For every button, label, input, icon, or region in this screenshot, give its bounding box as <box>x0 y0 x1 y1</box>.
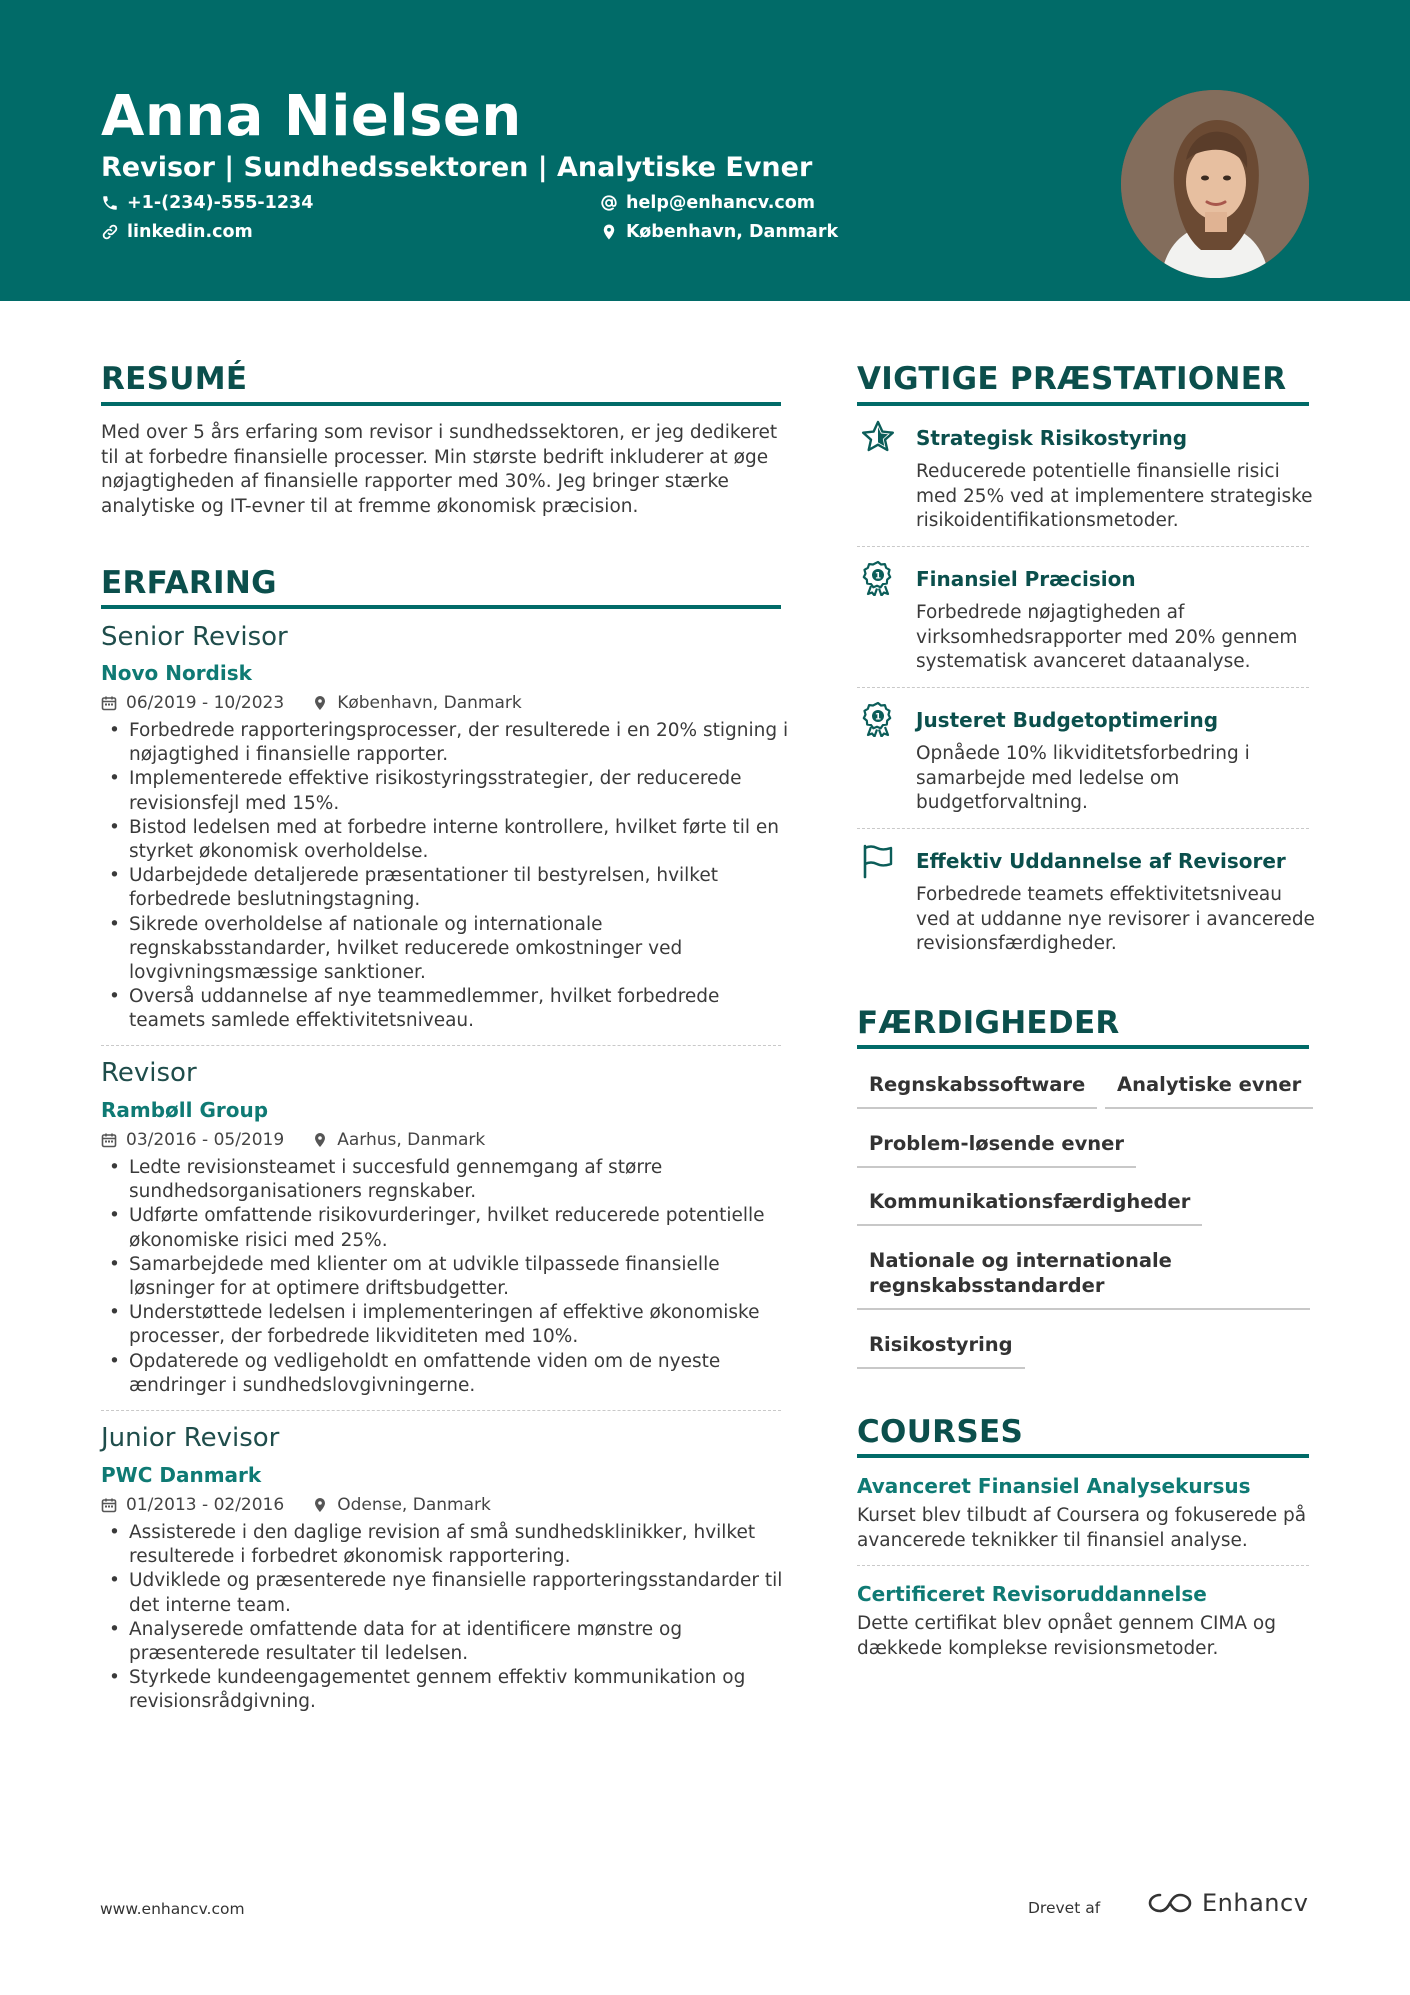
calendar-icon <box>101 1497 117 1513</box>
award-ribbon-icon <box>860 701 896 737</box>
calendar-icon <box>101 1132 117 1148</box>
contact-linkedin[interactable] <box>101 222 253 242</box>
phone-icon <box>101 194 119 212</box>
list-item: • Ledte revisionsteamet i succesfuld gennemgang af større sundhedsorganisationers regnskaber. <box>101 1156 791 1204</box>
skill-tag: Nationale og internationale regnskabsstandarder <box>857 1248 1310 1310</box>
brand-name: Enhancv <box>1202 1889 1309 1917</box>
courses-heading: COURSES <box>857 1414 1024 1450</box>
list-item: • Udarbejdede detaljerede præsentationer til bestyrelsen, hvilket forbedrede beslutningstagning. <box>101 864 791 912</box>
star-icon <box>860 419 896 455</box>
job-company: Rambøll Group <box>101 1098 269 1122</box>
contact-phone[interactable] <box>101 193 313 213</box>
skill-tag: Problem-løsende evner <box>857 1131 1136 1168</box>
location-pin-icon <box>600 223 618 241</box>
divider <box>857 828 1309 829</box>
calendar-icon <box>101 695 117 711</box>
job-bullets <box>101 719 791 1034</box>
course-text: Dette certifikat blev opnået gennem CIMA og dækkede komplekse revisionsmetoder. <box>857 1613 1276 1659</box>
achievement-text: Reducerede potentielle finansielle risici med 25% ved at implementere strategiske risikoidentifikationsmetoder. <box>916 461 1313 531</box>
achievement-title: Effektiv Uddannelse af Revisorer <box>916 849 1286 873</box>
courses-rule <box>857 1454 1309 1458</box>
job-meta <box>101 1495 491 1515</box>
candidate-title: Revisor | Sundhedssektoren | Analytiske Evner <box>101 152 813 183</box>
skills-rule <box>857 1045 1309 1049</box>
job-bullets <box>101 1521 791 1715</box>
job-dates: 01/2013 - 02/2016 <box>126 1495 285 1515</box>
list-item: • Udviklede og præsenterede nye finansielle rapporteringsstandarder til det interne team. <box>101 1569 791 1617</box>
summary-heading: RESUMÉ <box>101 361 248 397</box>
contact-email[interactable] <box>600 193 815 213</box>
experience-rule <box>101 605 781 609</box>
divider <box>857 546 1309 547</box>
phone-text: +1-(234)-555-1234 <box>127 193 314 213</box>
experience-heading: ERFARING <box>101 565 277 601</box>
achievements-rule <box>857 402 1309 406</box>
footer-url[interactable]: www.enhancv.com <box>100 1900 245 1918</box>
list-item: • Sikrede overholdelse af nationale og internationale regnskabsstandarder, hvilket reducerede omkostninger ved lovgivningsmæssige sanktioner. <box>101 913 791 986</box>
profile-photo <box>1121 90 1309 278</box>
achievement-title: Strategisk Risikostyring <box>916 426 1188 450</box>
list-item: • Forbedrede rapporteringsprocesser, der resulterede i en 20% stigning i nøjagtighed i finansielle rapporter. <box>101 719 791 767</box>
job-company: Novo Nordisk <box>101 661 252 685</box>
achievements-heading: VIGTIGE PRÆSTATIONER <box>857 361 1287 397</box>
list-item: • Bistod ledelsen med at forbedre interne kontrollere, hvilket førte til en styrket økonomisk overholdelse. <box>101 816 791 864</box>
location-pin-icon <box>312 695 328 711</box>
skill-tag: Kommunikationsfærdigheder <box>857 1189 1202 1226</box>
list-item: • Assisterede i den daglige revision af små sundhedsklinikker, hvilket resulterede i forbedret økonomisk rapportering. <box>101 1521 791 1569</box>
enhancv-logo[interactable] <box>1146 1889 1308 1917</box>
achievement-title: Justeret Budgetoptimering <box>916 708 1219 732</box>
job-title: Junior Revisor <box>101 1423 280 1453</box>
location-text: København, Danmark <box>626 222 839 242</box>
divider <box>101 1410 781 1411</box>
skill-tag: Analytiske evner <box>1105 1072 1313 1109</box>
at-sign-icon <box>600 194 618 212</box>
job-dates: 03/2016 - 05/2019 <box>126 1130 285 1150</box>
svg-text:1: 1 <box>874 712 882 723</box>
resume-header <box>0 0 1410 301</box>
job-company: PWC Danmark <box>101 1463 262 1487</box>
job-title: Senior Revisor <box>101 622 288 652</box>
course-title: Avanceret Finansiel Analysekursus <box>857 1474 1251 1498</box>
divider <box>857 1565 1309 1566</box>
divider <box>101 1045 781 1046</box>
award-ribbon-icon <box>860 560 896 596</box>
job-dates: 06/2019 - 10/2023 <box>126 693 285 713</box>
list-item: • Opdaterede og vedligeholdt en omfattende viden om de nyeste ændringer i sundhedslovgivningerne. <box>101 1350 791 1398</box>
candidate-name: Anna Nielsen <box>101 84 522 149</box>
summary-rule <box>101 402 781 406</box>
footer-powered-by: Drevet af <box>1028 1899 1101 1917</box>
list-item: • Styrkede kundeengagementet gennem effektiv kommunikation og revisionsrådgivning. <box>101 1666 791 1714</box>
list-item: • Analyserede omfattende data for at identificere mønstre og præsenterede resultater til ledelsen. <box>101 1618 791 1666</box>
course-title: Certificeret Revisoruddannelse <box>857 1582 1207 1606</box>
job-bullets <box>101 1156 791 1398</box>
location-pin-icon <box>312 1497 328 1513</box>
job-location: Odense, Danmark <box>337 1495 491 1515</box>
link-icon <box>101 223 119 241</box>
divider <box>857 687 1309 688</box>
job-title: Revisor <box>101 1058 197 1088</box>
skill-tag: Regnskabssoftware <box>857 1072 1097 1109</box>
achievement-text: Opnåede 10% likviditetsforbedring i samarbejde med ledelse om budgetforvaltning. <box>916 743 1250 813</box>
job-meta <box>101 693 522 713</box>
list-item: • Udførte omfattende risikovurderinger, hvilket reducerede potentielle økonomiske risici med 25%. <box>101 1204 791 1252</box>
achievement-text: Forbedrede teamets effektivitetsniveau ved at uddanne nye revisorer i avancerede revisionsfærdigheder. <box>916 884 1315 954</box>
job-location: København, Danmark <box>337 693 522 713</box>
skill-tag: Risikostyring <box>857 1332 1025 1369</box>
achievement-text: Forbedrede nøjagtigheden af virksomhedsrapporter med 20% gennem systematisk avanceret dataanalyse. <box>916 602 1298 672</box>
infinity-logo-icon <box>1146 1889 1194 1917</box>
email-text: help@enhancv.com <box>626 193 816 213</box>
summary-text: Med over 5 års erfaring som revisor i sundhedssektoren, er jeg dedikeret til at forbedre finansielle processer. Min største bedrift inkluderer at øge nøjagtigheden af finansielle rapporter med 30%. Jeg bringer stærke analytiske og IT-evner til at fremme økonomisk præcision. <box>101 422 778 517</box>
contact-location <box>600 222 838 242</box>
job-meta <box>101 1130 485 1150</box>
list-item: • Understøttede ledelsen i implementeringen af effektive økonomiske processer, der forbedrede likviditeten med 10%. <box>101 1301 791 1349</box>
achievement-title: Finansiel Præcision <box>916 567 1136 591</box>
linkedin-text: linkedin.com <box>127 222 253 242</box>
course-text: Kurset blev tilbudt af Coursera og fokuserede på avancerede teknikker til finansiel analyse. <box>857 1505 1307 1551</box>
list-item: • Overså uddannelse af nye teammedlemmer, hvilket forbedrede teamets samlede effektivitetsniveau. <box>101 985 791 1033</box>
svg-text:1: 1 <box>874 571 882 582</box>
flag-icon <box>860 843 896 879</box>
list-item: • Implementerede effektive risikostyringsstrategier, der reducerede revisionsfejl med 15%. <box>101 767 791 815</box>
job-location: Aarhus, Danmark <box>337 1130 486 1150</box>
skills-heading: FÆRDIGHEDER <box>857 1005 1120 1041</box>
list-item: • Samarbejdede med klienter om at udvikle tilpassede finansielle løsninger for at optimere driftsbudgetter. <box>101 1253 791 1301</box>
location-pin-icon <box>312 1132 328 1148</box>
